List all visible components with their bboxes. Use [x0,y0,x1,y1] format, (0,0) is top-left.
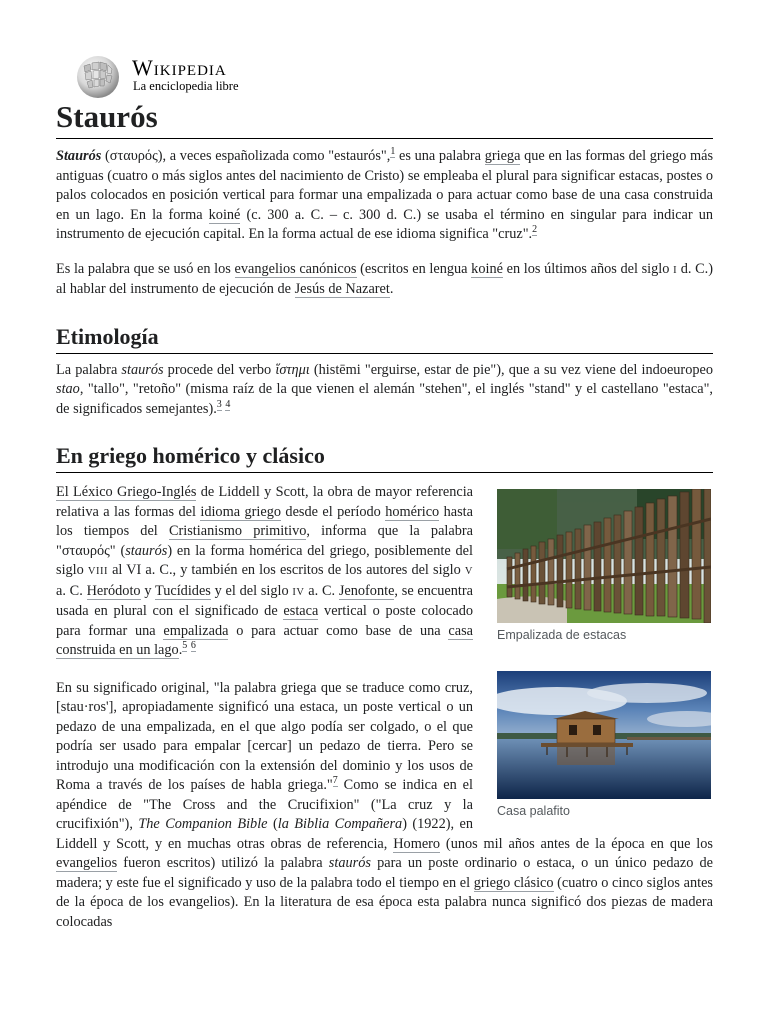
ref-link[interactable]: 6 [190,640,196,651]
text: de Liddell y Scott, la obra de mayor referencia relativa a las formas del [56,484,474,520]
text: ( [267,816,278,832]
link-tucidides[interactable]: Tucídides [154,582,211,599]
link-idioma-griego[interactable]: idioma griego [200,503,281,520]
second-paragraph [56,260,713,300]
link-estaca[interactable]: estaca [283,603,319,619]
text: En su significado original, "la palabra griega que se traduce como cruz, [stau·ros'], apropiadamente significó una estaca, un poste vertical o un pedazo de una empalizada, en el que algo podía ser colgado, o el que podría ser usado para empalar [cercar] un pedazo de tierra. Pero se introdujo una modificación con la extensión del dominio y los usos de Roma a través de los países de habla griega." [56,679,473,793]
link-homerico[interactable]: homérico [385,503,440,520]
text: (σταυρός), a veces españolizada como "estaurós", [101,148,391,164]
figure-empalizada [497,489,713,643]
figure-caption: Casa palafito [497,803,570,818]
book-title-es: la Biblia Compañera [277,816,403,832]
ref-link[interactable]: 4 [225,398,231,410]
term: staurós [328,855,371,871]
link-evangelios-canonicos[interactable]: evangelios canónicos [234,260,357,277]
text: procede del verbo [163,361,276,378]
term-stao: stao [56,381,80,397]
link-empalizada[interactable]: empalizada [163,622,229,639]
palisade-image[interactable] [497,489,711,623]
text: vertical o poste colocado para formar una [56,603,473,639]
page-title: Staurós [56,95,713,139]
link-homero[interactable]: Homero [393,835,441,852]
text: d. C.) al hablar del instrumento de ejecución de [56,260,713,297]
text: . [389,281,394,297]
term: staurós [121,361,164,378]
text: a. C. [304,582,339,599]
ref-2[interactable] [532,224,537,236]
text: hasta los tiempos del [56,503,473,539]
text: (escritos en lengua [356,260,472,277]
link-griego-clasico[interactable]: griego clásico [473,874,554,891]
link-jenofonte[interactable]: Jenofonte [338,582,395,599]
text: (histēmi "erguirse, estar de pie"), que a su vez viene del indoeuropeo [309,361,713,378]
ref-link[interactable]: 2 [532,224,538,235]
wordmark-text[interactable]: Wikipedia [132,55,227,80]
text: es una palabra [395,148,485,164]
text: al VI a. C., y también en los escritos de los autores del siglo [107,562,465,578]
text: para un poste ordinario o estaca, o un único pedazo de madera; y este fue el significado y uso de la palabra todo el tiempo en el [56,855,714,891]
century-numeral: IV [292,586,305,598]
lead-term: Staurós [56,148,102,164]
link-griega[interactable]: griega [484,148,521,164]
site-wordmark[interactable] [132,55,227,81]
site-header [74,50,274,100]
heading-griego-homerico: En griego homérico y clásico [56,443,713,473]
text: desde el período [281,503,386,520]
section-body [56,483,713,932]
greek-verb: ἵστημι [275,361,310,378]
article-content [56,95,713,932]
link-lexico[interactable]: El Léxico Griego-Inglés [56,484,197,500]
book-title: The Companion Bible [138,816,268,832]
link-cristianismo[interactable]: Cristianismo primitivo [168,523,307,539]
text: en los últimos años del siglo [502,260,674,277]
text: ) (1922), en Liddell y Scott, y en muchas otras obras de referencia, [56,816,473,852]
text: . [178,642,183,658]
ref-6[interactable] [191,640,196,652]
ref-link[interactable]: 5 [182,640,188,651]
link-koine[interactable]: koiné [208,206,241,223]
text: La palabra [56,361,122,378]
text: fueron escritos) utilizó la palabra [117,855,329,871]
link-casa-lago[interactable]: casa construida en un lago [56,622,473,658]
link-koine-2[interactable]: koiné [471,260,503,277]
text: y [140,582,155,599]
text: o para actuar como base de una [228,622,449,639]
text: , informa que la palabra "σταυρός" ( [56,523,473,559]
ref-link[interactable]: 1 [390,146,396,157]
ref-4[interactable] [225,399,230,411]
intro-paragraph [56,147,713,245]
century-numeral: VIII [87,566,108,577]
text: ) en la forma homérica del griego, posiblemente del siglo [56,542,473,578]
heading-etimologia: Etimología [56,324,713,354]
term: staurós [125,542,168,559]
stilt-house-image[interactable] [497,671,711,799]
figure-caption: Empalizada de estacas [497,628,627,642]
link-jesus-de-nazaret[interactable]: Jesús de Nazaret [294,281,390,297]
text: que en las formas del griego más antiguas (cuatro o más siglos antes del nacimiento de Cristo) se empleaba el plural para significar estacas, postes o palos colocados en posición vertical para formar una empalizada o para actuar como base de una casa construida en un lago. En la forma [56,148,714,223]
etimologia-paragraph [56,361,713,420]
text: (unos mil años antes de la época en que los [440,835,713,852]
ref-link[interactable]: 3 [216,398,222,410]
text: , "tallo", "retoño" (misma raíz de la que vienen el alemán "stehen", el inglés "stand" y el castellano "estaca", de significados semejantes). [56,381,713,417]
link-evangelios[interactable]: evangelios [56,855,118,871]
link-herodoto[interactable]: Heródoto [86,582,141,599]
text: y el del siglo [210,582,293,599]
text: a. C. [56,582,87,599]
ref-5[interactable] [182,640,187,652]
text: Es la palabra que se usó en los [56,260,235,277]
figure-palafito [497,671,713,819]
century-numeral: V [464,566,473,577]
text: , se encuentra usada en plural con el significado de [56,582,473,619]
text: (c. 300 a. C. – c. 300 d. C.) se usaba el término en singular para indicar un instrumento de ejecución capital. En la forma actual de ese idioma significa "cruz". [56,206,713,242]
wikipedia-globe-icon[interactable] [74,52,122,100]
text: Como se indica en el apéndice de "The Cross and the Crucifixion" ("La cruz y la crucifixión"), [56,777,473,832]
text: (cuatro o cinco siglos antes de la época de los evangelios). En la literatura de esa época esta palabra nunca significó dos piezas de madera colocadas [56,874,713,930]
century-numeral: I [673,264,678,276]
site-tagline: La enciclopedia libre [133,79,239,93]
ref-3[interactable] [217,399,222,411]
ref-link[interactable]: 7 [332,775,338,786]
